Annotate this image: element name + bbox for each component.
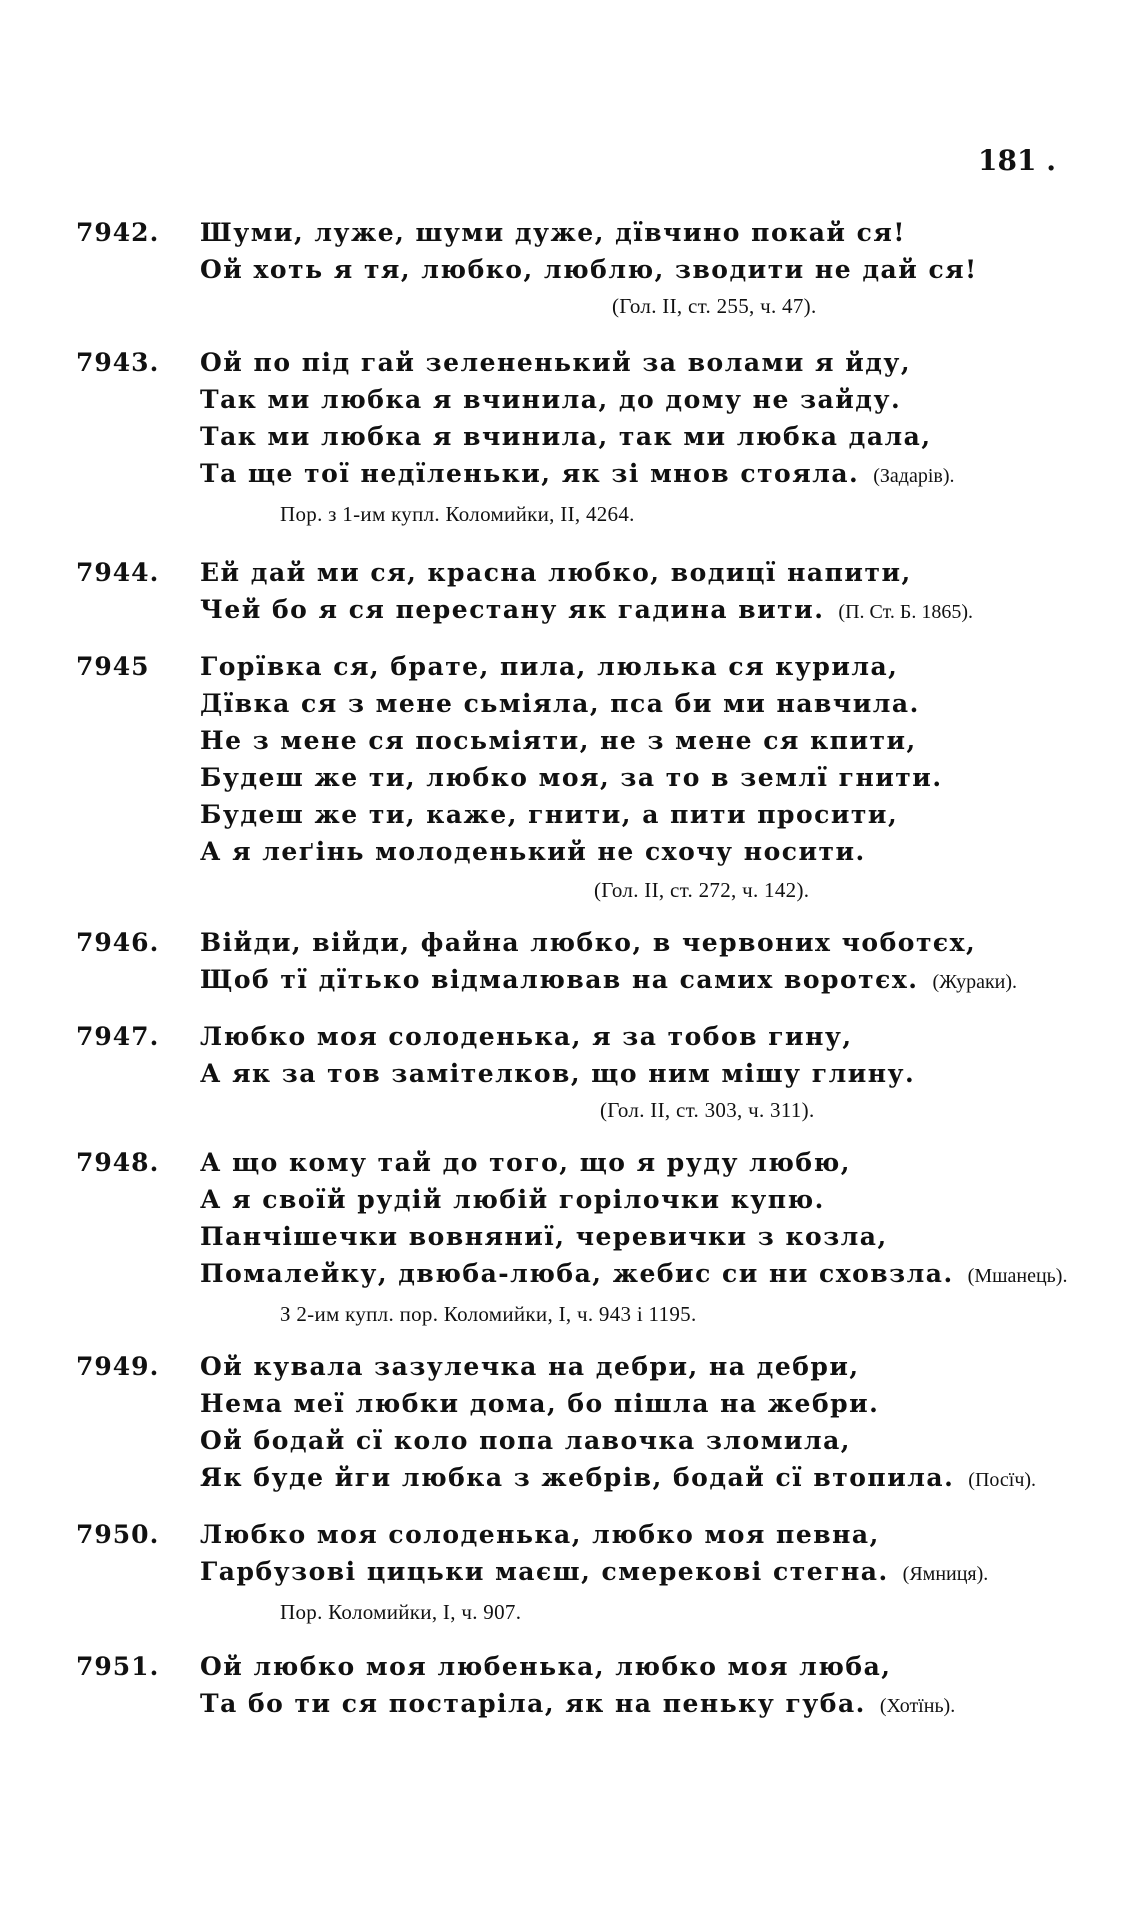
verse-line: А я леґінь молоденький не схочу носити. (200, 837, 866, 866)
verse-line: Як буде йги любка з жебрів, бодай сї втопила. (Посїч). (200, 1463, 1037, 1492)
verse-line: Ой хоть я тя, любко, люблю, зводити не дай ся! (200, 255, 978, 284)
place-source: (Мшанець). (967, 1265, 1068, 1287)
verse-line: Гарбузові цицьки маєш, смерекові стегна. (Ямниця). (200, 1557, 989, 1586)
verse-line: Так ми любка я вчинила, так ми любка дала, (200, 422, 932, 451)
verse-line: Любко моя солоденька, любко моя певна, (200, 1520, 880, 1549)
entry-number: 7947. (76, 1022, 160, 1051)
source-reference: (Гол. II, ст. 303, ч. 311). (600, 1098, 815, 1122)
verse-line: Шуми, луже, шуми дуже, дївчино покай ся! (200, 218, 906, 247)
verse-line: А що кому тай до того, що я руду любю, (200, 1148, 851, 1177)
verse-line: Будеш же ти, каже, гнити, а пити просити, (200, 800, 899, 829)
verse-line: Та ще тої недїленьки, як зі мнов стояла. (Задарів). (200, 459, 955, 488)
comparison-note: Пор. з 1-им купл. Коломийки, II, 4264. (280, 502, 635, 526)
entry-number: 7946. (76, 928, 160, 957)
verse-line: А як за тов замітелков, що ним мішу глину. (200, 1059, 916, 1088)
verse-line: Любко моя солоденька, я за тобов гину, (200, 1022, 853, 1051)
place-source: (Посїч). (968, 1469, 1037, 1491)
place-source: (Ямниця). (902, 1563, 989, 1585)
entry-number: 7951. (76, 1652, 160, 1681)
entry-number: 7948. (76, 1148, 160, 1177)
verse-line: Ой бодай сї коло попа лавочка зломила, (200, 1426, 851, 1455)
verse-line: Не з мене ся посьміяти, не з мене ся кпити, (200, 726, 917, 755)
verse-line: Помалейку, двюба-люба, жебис си ни сховзла. (Мшанець). (200, 1259, 1068, 1288)
verse-line: Дївка ся з мене сьміяла, пса би ми навчила. (200, 689, 920, 718)
entry-number: 7949. (76, 1352, 160, 1381)
verse-line: Нема меї любки дома, бо пішла на жебри. (200, 1389, 880, 1418)
comparison-note: Пор. Коломийки, I, ч. 907. (280, 1600, 522, 1624)
verse-line: Чей бо я ся перестану як гадина вити. (П. Ст. Б. 1865). (200, 595, 973, 624)
entry-number: 7944. (76, 558, 160, 587)
source-reference: (Гол. II, ст. 272, ч. 142). (594, 878, 810, 902)
verse-line: Ой по під гай зелененький за волами я йду, (200, 348, 912, 377)
verse-line: Панчішечки вовняниї, черевички з козла, (200, 1222, 888, 1251)
place-source: (Задарів). (873, 465, 955, 487)
place-source: (Жураки). (932, 971, 1018, 993)
verse-line: Ой любко моя любенька, любко моя люба, (200, 1652, 892, 1681)
verse-line: Та бо ти ся постаріла, як на пеньку губа. (Хотїнь). (200, 1689, 956, 1718)
verse-line: Горївка ся, брате, пила, люлька ся курила, (200, 652, 899, 681)
place-source: (Хотїнь). (879, 1695, 956, 1717)
verse-line: Будеш же ти, любко моя, за то в землї гнити. (200, 763, 943, 792)
verse-line: Ой кувала зазулечка на дебри, на дебри, (200, 1352, 860, 1381)
verse-line: Ей дай ми ся, красна любко, водицї напити, (200, 558, 912, 587)
entry-number: 7942. (76, 218, 160, 247)
source-reference: (Гол. II, ст. 255, ч. 47). (612, 294, 817, 318)
comparison-note: З 2-им купл. пор. Коломийки, I, ч. 943 і 1195. (280, 1302, 697, 1326)
entry-number: 7943. (76, 348, 160, 377)
verse-line: А я своїй рудій любій горілочки купю. (200, 1185, 825, 1214)
entry-number: 7950. (76, 1520, 160, 1549)
page-number: 181 . (978, 144, 1056, 177)
entry-number: 7945 (76, 652, 150, 681)
verse-line: Війди, війди, файна любко, в червоних чоботєх, (200, 928, 977, 957)
verse-line: Щоб тї дїтько відмалював на самих воротєх. (Жураки). (200, 965, 1018, 994)
verse-line: Так ми любка я вчинила, до дому не зайду. (200, 385, 902, 414)
place-source: (П. Ст. Б. 1865). (838, 601, 973, 623)
